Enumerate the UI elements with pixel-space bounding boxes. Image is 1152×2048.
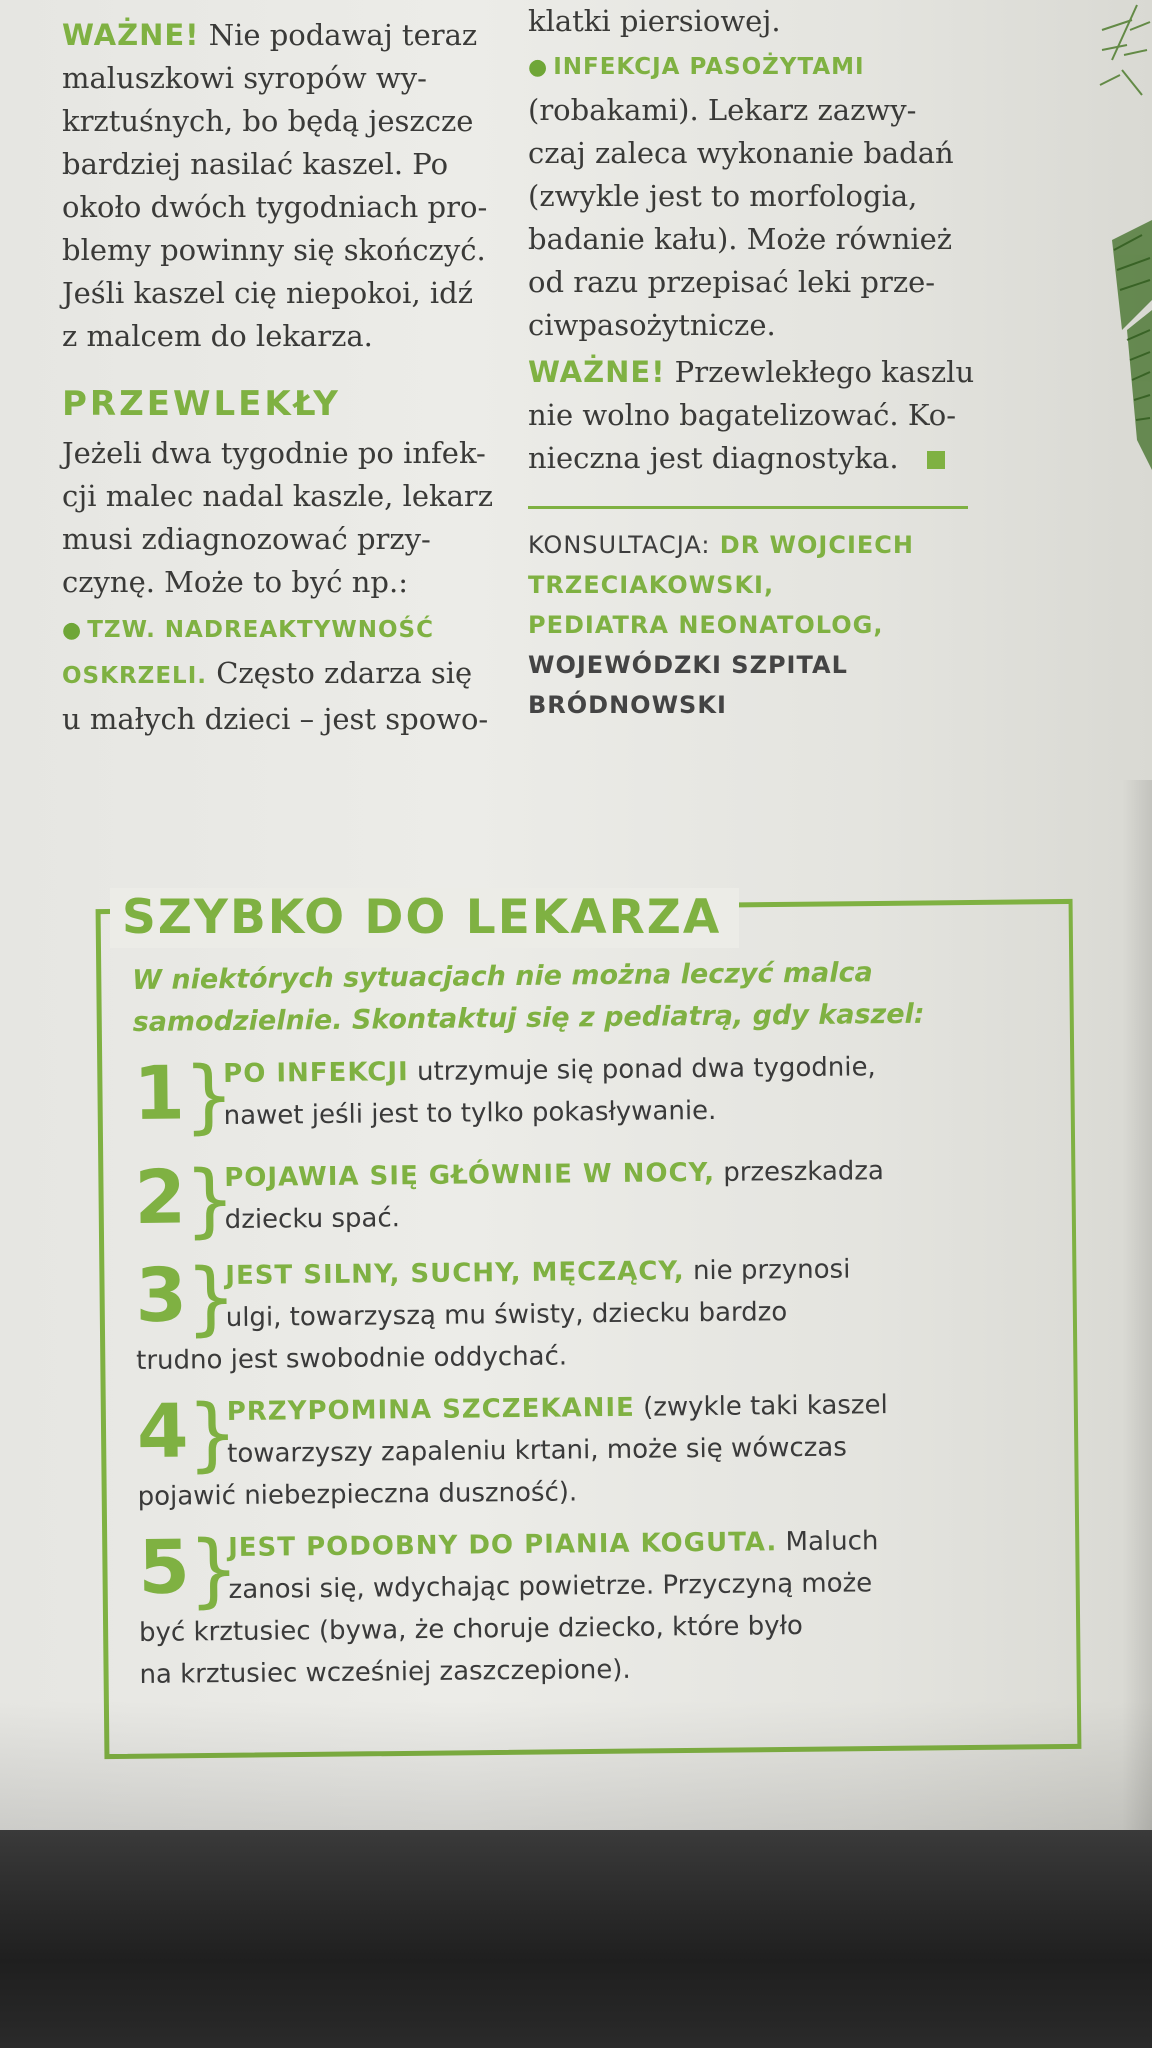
text-line: czynę. Może to być np.: — [62, 565, 408, 599]
text-line: Nie podawaj teraz — [208, 18, 478, 52]
text-line: zanosi się, wdychając powietrze. Przyczyną może — [228, 1568, 873, 1606]
item-key: PRZYPOMINA SZCZEKANIE — [226, 1392, 636, 1428]
text-line: cji malec nadal kaszle, lekarz — [62, 479, 494, 513]
item-number: 4 — [136, 1388, 189, 1475]
text-line: samodzielnie. Skontaktuj się z pediatrą, gdy kaszel: — [132, 998, 925, 1038]
text-line: maluszkowi syropów wy- — [62, 61, 427, 95]
text-line: nieczna jest diagnostyka. — [528, 441, 899, 475]
item-key: JEST SILNY, SUCHY, MĘCZĄCY, — [225, 1256, 685, 1292]
text-line: czaj zaleca wykonanie badań — [528, 136, 954, 170]
item-number: 5 — [137, 1524, 191, 1611]
list-item — [137, 1383, 1038, 1518]
bullet-lead: INFEKCJA PASOŻYTAMI — [553, 54, 865, 80]
item-text — [134, 1149, 1035, 1247]
text-line: musi zdiagnozować przy- — [62, 522, 431, 556]
bullet-nadreaktywnosc — [62, 606, 522, 741]
bullet-lead: OSKRZELI. — [62, 663, 207, 689]
page-fold-shadow — [0, 1700, 1152, 1830]
important-label: WAŻNE! — [62, 18, 200, 52]
text-line: Jeżeli dwa tygodnie po infek- — [62, 436, 486, 470]
text-line: być krztusiec (bywa, że choruje dziecko, które było — [138, 1611, 803, 1648]
paragraph-nie-podawaj — [62, 14, 522, 358]
list-item — [133, 1045, 1034, 1154]
bullet-lead: TZW. NADREAKTYWNOŚĆ — [87, 617, 434, 643]
text-line: bardziej nasilać kaszel. Po — [62, 147, 449, 181]
section-heading-przewlekly: PRZEWLEKŁY — [62, 384, 341, 424]
dark-background — [0, 1830, 1152, 2048]
text-line: na krztusiec wcześniej zaszczepione). — [139, 1654, 631, 1690]
text-line: (robakami). Lekarz zazwy- — [528, 93, 917, 127]
list-item — [138, 1519, 1040, 1696]
text-line: przeszkadza — [714, 1156, 885, 1188]
brace-icon: } — [182, 1048, 235, 1143]
brace-icon: } — [186, 1386, 239, 1481]
item-key: JEST PODOBNY DO PIANIA KOGUTA. — [228, 1527, 778, 1564]
right-column — [528, 0, 1018, 725]
text-line: W niektórych sytuacjach nie można leczyć malca — [132, 957, 873, 996]
text-line: badanie kału). Może również — [528, 222, 953, 256]
paragraph-przewlekly — [62, 432, 522, 604]
text-line: blemy powinny się skończyć. — [62, 233, 486, 267]
item-text — [135, 1247, 1036, 1345]
text-line: Maluch — [777, 1526, 879, 1558]
text-line: dziecku spać. — [224, 1203, 401, 1236]
brace-icon: } — [187, 1522, 240, 1617]
credit-label: KONSULTACJA: — [528, 531, 711, 559]
left-column — [62, 14, 522, 741]
text-line: nie przynosi — [684, 1254, 851, 1287]
text-line: ulgi, towarzyszą mu świsty, dziecku bardzo — [225, 1297, 788, 1334]
item-key: PO INFEKCJI — [223, 1057, 409, 1090]
divider — [528, 506, 968, 509]
text-line: klatki piersiowej. — [528, 4, 781, 38]
text-line: (zwykle jest to morfologia, — [528, 179, 918, 213]
box-intro — [132, 951, 1033, 1044]
brace-icon: } — [184, 1152, 236, 1247]
credit-place: WOJEWÓDZKI SZPITAL — [528, 651, 848, 679]
text-line: około dwóch tygodniach pro- — [62, 190, 488, 224]
text-line: utrzymuje się ponad dwa tygodnie, — [408, 1052, 876, 1088]
text-line: nawet jeśli jest to tylko pokasływanie. — [223, 1095, 717, 1132]
box-title: SZYBKO DO LEKARZA — [110, 888, 739, 948]
item-key: POJAWIA SIĘ GŁÓWNIE W NOCY, — [224, 1157, 716, 1194]
pine-branch-decoration — [1042, 0, 1152, 520]
text-line: Jeśli kaszel cię niepokoi, idź — [62, 276, 474, 310]
list-item — [134, 1149, 1035, 1256]
important-label: WAŻNE! — [528, 355, 666, 389]
item-number: 1 — [132, 1050, 186, 1137]
credit-role: PEDIATRA NEONATOLOG, — [528, 611, 884, 639]
list-item — [135, 1247, 1036, 1382]
text-line: od razu przepisać leki prze- — [528, 265, 936, 299]
item-text — [133, 1045, 1034, 1143]
text-line: towarzyszy zapaleniu krtani, może się wówczas — [227, 1432, 847, 1470]
text-line: ciwpasożytnicze. — [528, 308, 776, 342]
bullet-dot-icon: ● — [62, 618, 82, 643]
bullet-dot-icon: ● — [528, 55, 548, 80]
item-text — [137, 1383, 1038, 1481]
text-line: z malcem do lekarza. — [62, 319, 373, 353]
text-line: Przewlekłego kaszlu — [665, 355, 975, 389]
text-line: u małych dzieci – jest spowo- — [62, 702, 489, 736]
text-line: Często zdarza się — [207, 656, 473, 690]
credit-place: BRÓDNOWSKI — [528, 691, 727, 719]
item-number: 3 — [135, 1252, 188, 1339]
text-line: trudno jest swobodnie oddychać. — [136, 1341, 568, 1376]
credit-name: DR WOJCIECH — [710, 531, 914, 559]
page-edge-shadow — [1122, 780, 1152, 1830]
bullet-pasozyty — [528, 43, 1018, 347]
item-number: 2 — [134, 1154, 187, 1241]
text-line: (zwykle taki kaszel — [634, 1390, 888, 1423]
info-box-content — [132, 951, 1040, 1696]
text-line: pojawić niebezpieczna duszność). — [137, 1477, 578, 1512]
end-mark-icon — [927, 451, 945, 469]
text-line: nie wolno bagatelizować. Ko- — [528, 398, 956, 432]
consultation-credit — [528, 525, 1018, 725]
paragraph-wazne-przewlekly — [528, 351, 1018, 480]
credit-name: TRZECIAKOWSKI, — [528, 571, 775, 599]
item-text — [138, 1519, 1039, 1617]
text-line: krztuśnych, bo będą jeszcze — [62, 104, 474, 138]
brace-icon: } — [185, 1250, 237, 1345]
